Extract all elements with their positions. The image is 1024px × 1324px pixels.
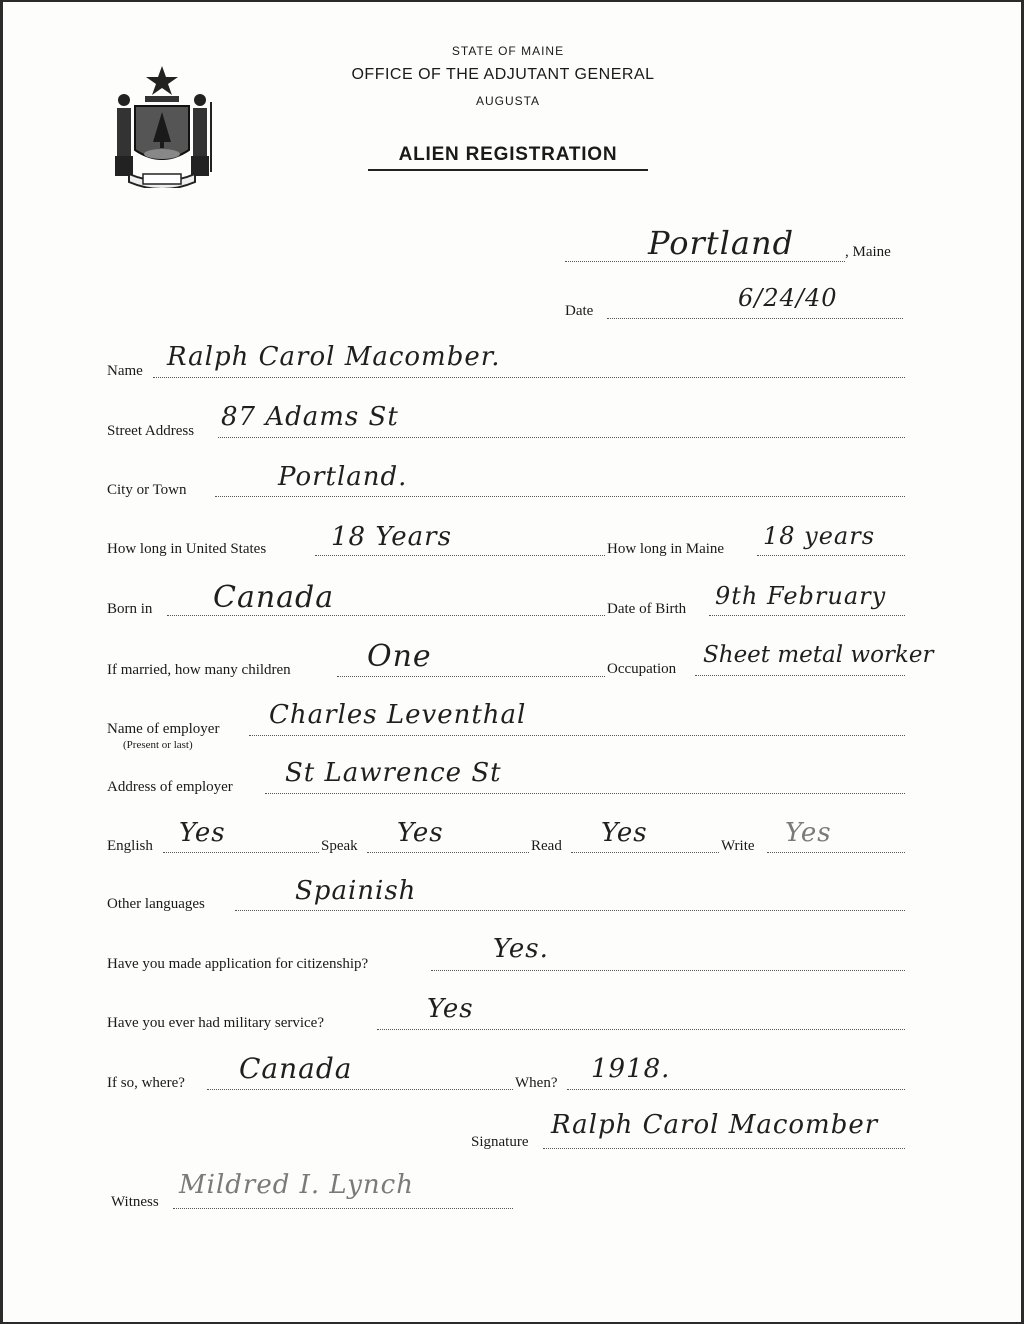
employer-label: Name of employer xyxy=(107,721,220,737)
citizenship-value: Yes. xyxy=(493,934,549,964)
write-label: Write xyxy=(721,838,755,854)
english-value: Yes xyxy=(179,818,226,848)
how-long-us-label: How long in United States xyxy=(107,541,267,557)
city-label: City or Town xyxy=(107,482,187,498)
dob-label: Date of Birth xyxy=(607,601,687,617)
military-line xyxy=(377,1029,905,1030)
form-title: ALIEN REGISTRATION xyxy=(398,144,618,165)
occupation-label: Occupation xyxy=(607,661,677,677)
how-long-maine-value: 18 years xyxy=(763,522,876,550)
how-long-maine-label: How long in Maine xyxy=(607,541,725,557)
dob-line xyxy=(709,615,905,616)
occupation-line xyxy=(695,675,905,676)
write-line xyxy=(767,852,905,853)
military-label: Have you ever had military service? xyxy=(107,1015,324,1031)
english-line xyxy=(163,852,319,853)
speak-value: Yes xyxy=(397,818,444,848)
signature-line xyxy=(543,1148,905,1149)
employer-address-line xyxy=(265,793,905,794)
military-value: Yes xyxy=(427,994,474,1024)
date-line xyxy=(607,318,903,319)
where-line xyxy=(207,1089,513,1090)
employer-address-value: St Lawrence St xyxy=(285,758,502,788)
witness-value: Mildred I. Lynch xyxy=(179,1170,414,1200)
registration-form xyxy=(3,2,1021,1322)
citizenship-line xyxy=(431,970,905,971)
date-label: Date xyxy=(565,303,594,319)
other-languages-line xyxy=(235,910,905,911)
signature-value: Ralph Carol Macomber xyxy=(551,1110,879,1140)
dob-value: 9th February xyxy=(715,582,887,610)
how-long-us-line xyxy=(315,555,605,556)
born-in-line xyxy=(167,615,605,616)
english-label: English xyxy=(107,838,153,854)
how-long-us-value: 18 Years xyxy=(331,522,452,552)
where-label: If so, where? xyxy=(107,1075,185,1091)
employer-line xyxy=(249,735,905,736)
other-languages-value: Spainish xyxy=(295,876,417,906)
witness-line xyxy=(173,1208,513,1209)
children-value: One xyxy=(367,639,432,674)
place-suffix: , Maine xyxy=(845,244,891,260)
when-value: 1918. xyxy=(591,1054,671,1084)
write-value: Yes xyxy=(785,818,832,848)
where-value: Canada xyxy=(239,1052,353,1085)
city-value: Portland. xyxy=(278,462,408,492)
state-heading: STATE OF MAINE xyxy=(451,44,565,58)
speak-label: Speak xyxy=(321,838,358,854)
when-label: When? xyxy=(515,1075,558,1091)
city-line xyxy=(215,496,905,497)
children-line xyxy=(337,676,605,677)
witness-label: Witness xyxy=(111,1194,159,1210)
employer-value: Charles Leventhal xyxy=(269,700,527,730)
name-label: Name xyxy=(107,363,143,379)
occupation-value: Sheet metal worker xyxy=(703,642,934,668)
place-value: Portland xyxy=(648,224,795,262)
street-value: 87 Adams St xyxy=(221,402,399,432)
other-languages-label: Other languages xyxy=(107,896,205,912)
name-line xyxy=(153,377,905,378)
speak-line xyxy=(367,852,529,853)
street-label: Street Address xyxy=(107,423,195,439)
employer-sublabel: (Present or last) xyxy=(123,739,193,751)
date-value: 6/24/40 xyxy=(738,284,838,312)
office-heading: OFFICE OF THE ADJUTANT GENERAL xyxy=(351,66,655,83)
read-label: Read xyxy=(531,838,562,854)
employer-address-label: Address of employer xyxy=(107,779,233,795)
children-label: If married, how many children xyxy=(107,662,291,678)
signature-label: Signature xyxy=(471,1134,529,1150)
citizenship-label: Have you made application for citizenship? xyxy=(107,956,369,972)
read-line xyxy=(571,852,719,853)
how-long-maine-line xyxy=(757,555,905,556)
when-line xyxy=(567,1089,905,1090)
read-value: Yes xyxy=(601,818,648,848)
title-underline xyxy=(368,169,648,171)
street-line xyxy=(218,437,905,438)
city-heading: AUGUSTA xyxy=(475,94,541,108)
born-in-label: Born in xyxy=(107,601,153,617)
born-in-value: Canada xyxy=(213,580,335,615)
maine-state-seal-icon xyxy=(107,62,217,188)
name-value: Ralph Carol Macomber. xyxy=(167,342,501,372)
